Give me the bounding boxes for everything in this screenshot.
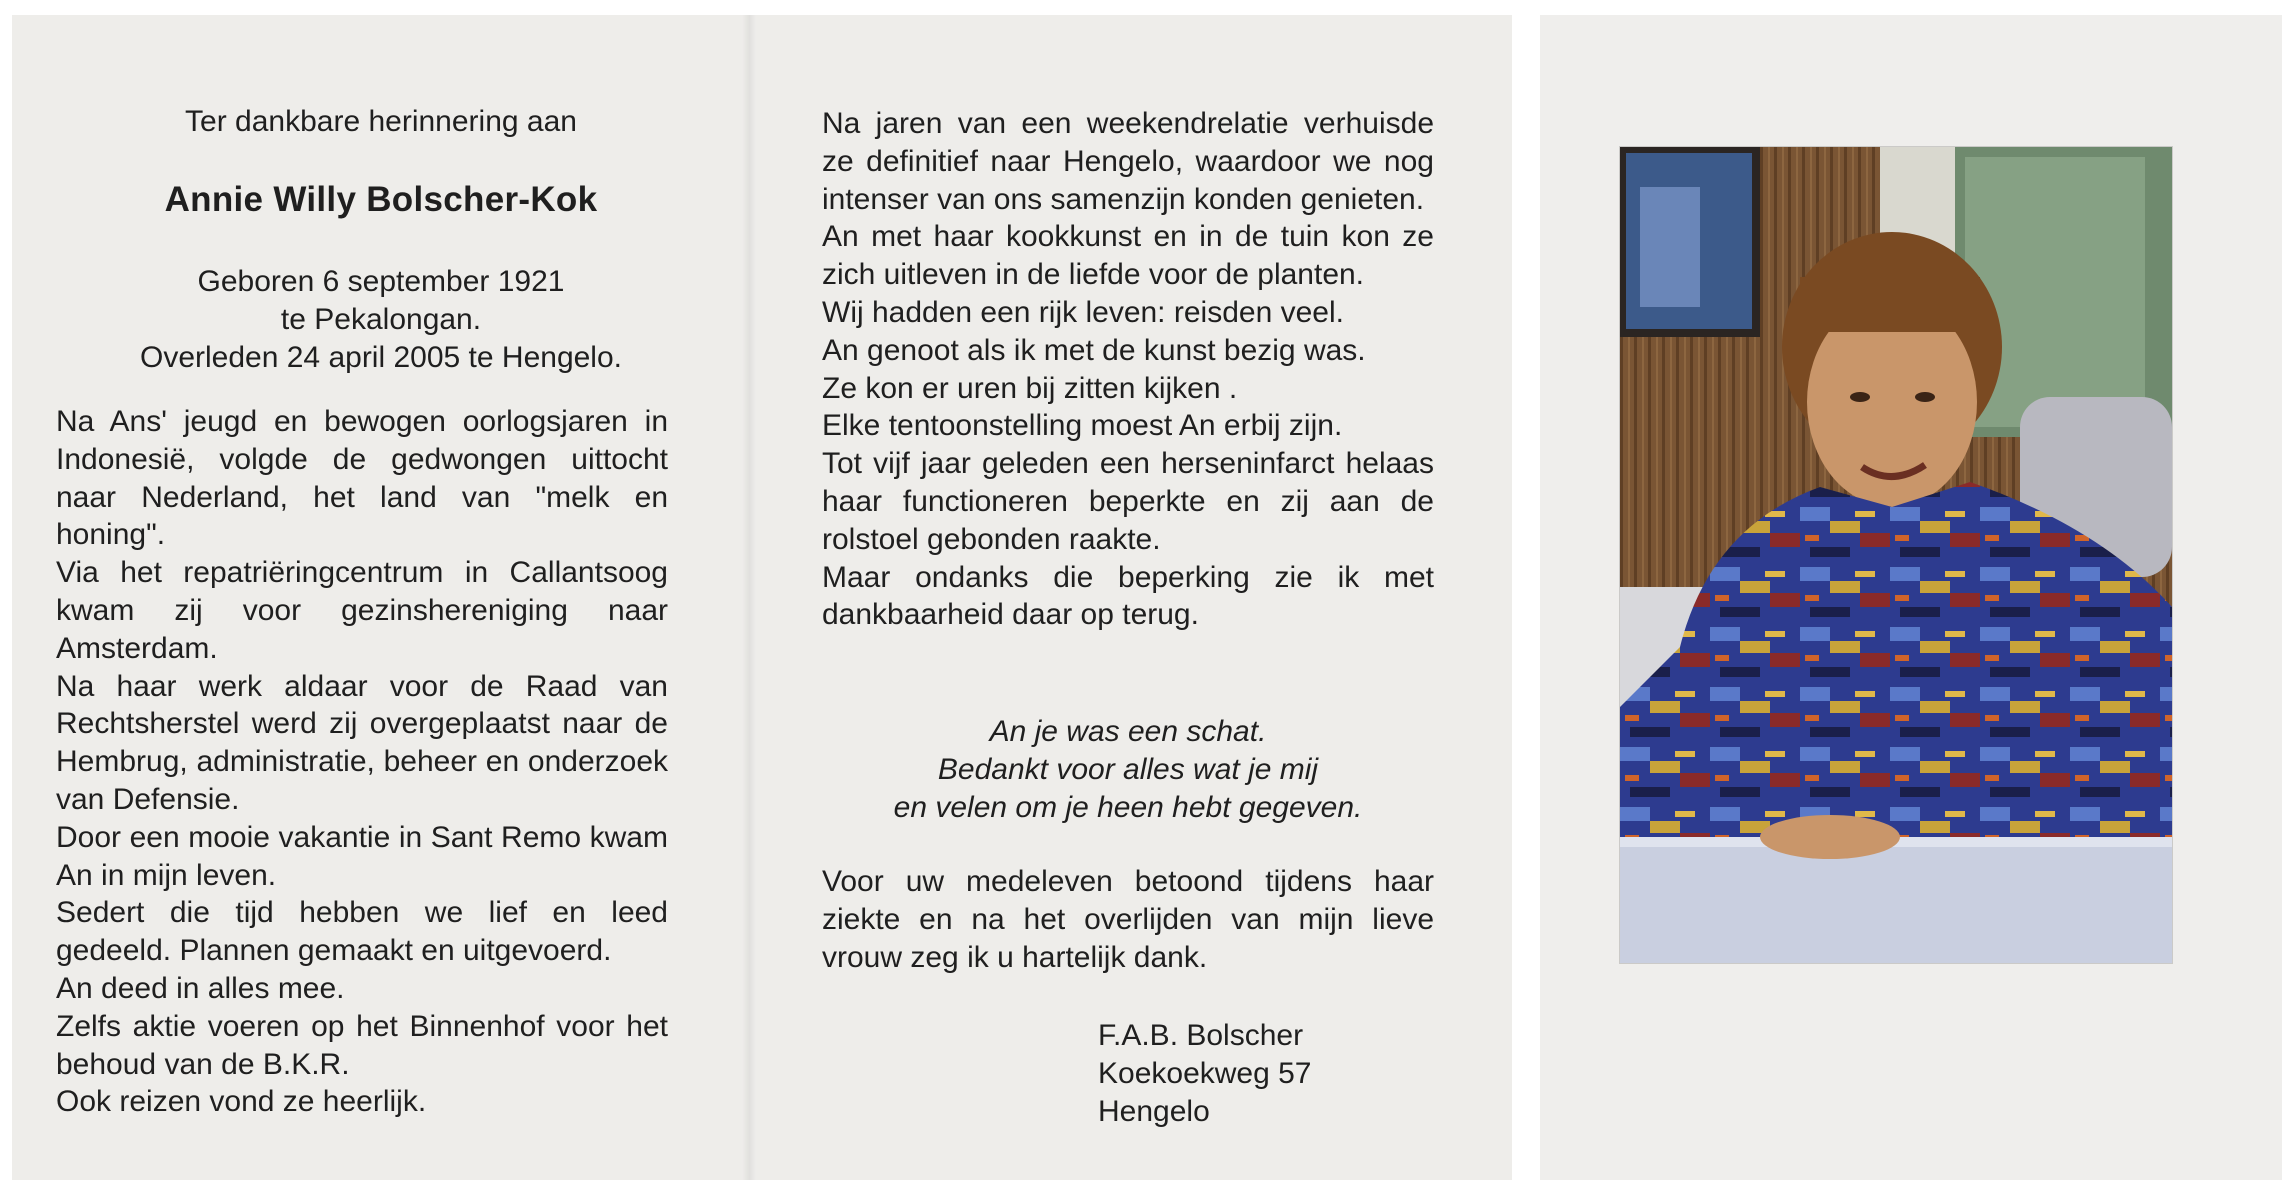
portrait-photo — [1620, 147, 2172, 963]
deceased-name: Annie Willy Bolscher-Kok — [164, 180, 598, 219]
story-paragraph: Maar ondanks die beperking zie ik met dankbaarheid daar op terug. — [822, 560, 1434, 632]
bio-paragraph: Door een mooie vakantie in Sant Remo kwam An in mijn leven. — [56, 820, 668, 892]
sender-street: Koekoekweg 57 — [1098, 1057, 1312, 1090]
poem-line: Bedankt voor alles wat je mij — [937, 753, 1319, 786]
bio-paragraph: Na Ans' jeugd en bewogen oorlogsjaren in Indonesië, volgde de gedwongen uittocht naar Nederland, het land van "melk en honing". — [56, 405, 668, 552]
poem-line: en velen om je heen hebt gegeven. — [893, 791, 1363, 824]
birth-death-block — [12, 263, 750, 377]
thanks-paragraph: Voor uw medeleven betoond tijdens haar ziekte en na het overlijden van mijn lieve vrouw zeg ik u hartelijk dank. — [822, 865, 1434, 974]
bio-paragraph: Sedert die tijd hebben we lief en leed gedeeld. Plannen gemaakt en uitgevoerd. — [56, 896, 668, 968]
story-text — [822, 105, 1434, 634]
memorial-poem — [822, 713, 1434, 827]
bio-paragraph: Na haar werk aldaar voor de Raad van Rechtsherstel werd zij overgeplaatst naar de Hembrug, administratie, beheer en onderzoek van Defensie. — [56, 669, 668, 816]
bio-paragraph: Ook reizen vond ze heerlijk. — [56, 1085, 427, 1119]
middle-card-page — [750, 15, 1512, 1180]
story-paragraph: Tot vijf jaar geleden een herseninfarct helaas haar functioneren beperkte en zij aan de rolstoel gebonden raakte. — [822, 447, 1434, 556]
story-paragraph: An met haar kookkunst en in de tuin kon ze zich uitleven in de liefde voor de planten. — [822, 220, 1434, 292]
intro-line: Ter dankbare herinnering aan — [185, 105, 577, 138]
story-paragraph: Elke tentoonstelling moest An erbij zijn. — [822, 409, 1343, 443]
death-line: Overleden 24 april 2005 te Hengelo. — [140, 341, 622, 374]
story-paragraph: An genoot als ik met de kunst bezig was. — [822, 333, 1366, 367]
bio-paragraph: Via het repatriëringcentrum in Callantsoog kwam zij voor gezinshereniging naar Amsterdam. — [56, 556, 668, 665]
sender-address — [1098, 1017, 1312, 1131]
story-paragraph: Na jaren van een weekendrelatie verhuisde ze definitief naar Hengelo, waardoor we nog intenser van ons samenzijn konden genieten. — [822, 107, 1434, 216]
left-card-page — [12, 15, 750, 1180]
birthplace-line: te Pekalongan. — [280, 303, 482, 336]
sender-name: F.A.B. Bolscher — [1098, 1019, 1304, 1052]
birth-line: Geboren 6 september 1921 — [197, 265, 565, 298]
bio-paragraph: An deed in alles mee. — [56, 971, 345, 1005]
thanks-text — [822, 863, 1434, 977]
photo-card-page — [1540, 15, 2282, 1180]
biography-text — [56, 403, 668, 1121]
bio-paragraph: Zelfs aktie voeren op het Binnenhof voor het behoud van de B.K.R. — [56, 1009, 668, 1081]
story-paragraph: Ze kon er uren bij zitten kijken . — [822, 371, 1238, 405]
poem-line: An je was een schat. — [989, 715, 1267, 748]
story-paragraph: Wij hadden een rijk leven: reisden veel. — [822, 295, 1344, 329]
sender-city: Hengelo — [1098, 1095, 1210, 1128]
portrait-illustration — [1620, 147, 2172, 963]
